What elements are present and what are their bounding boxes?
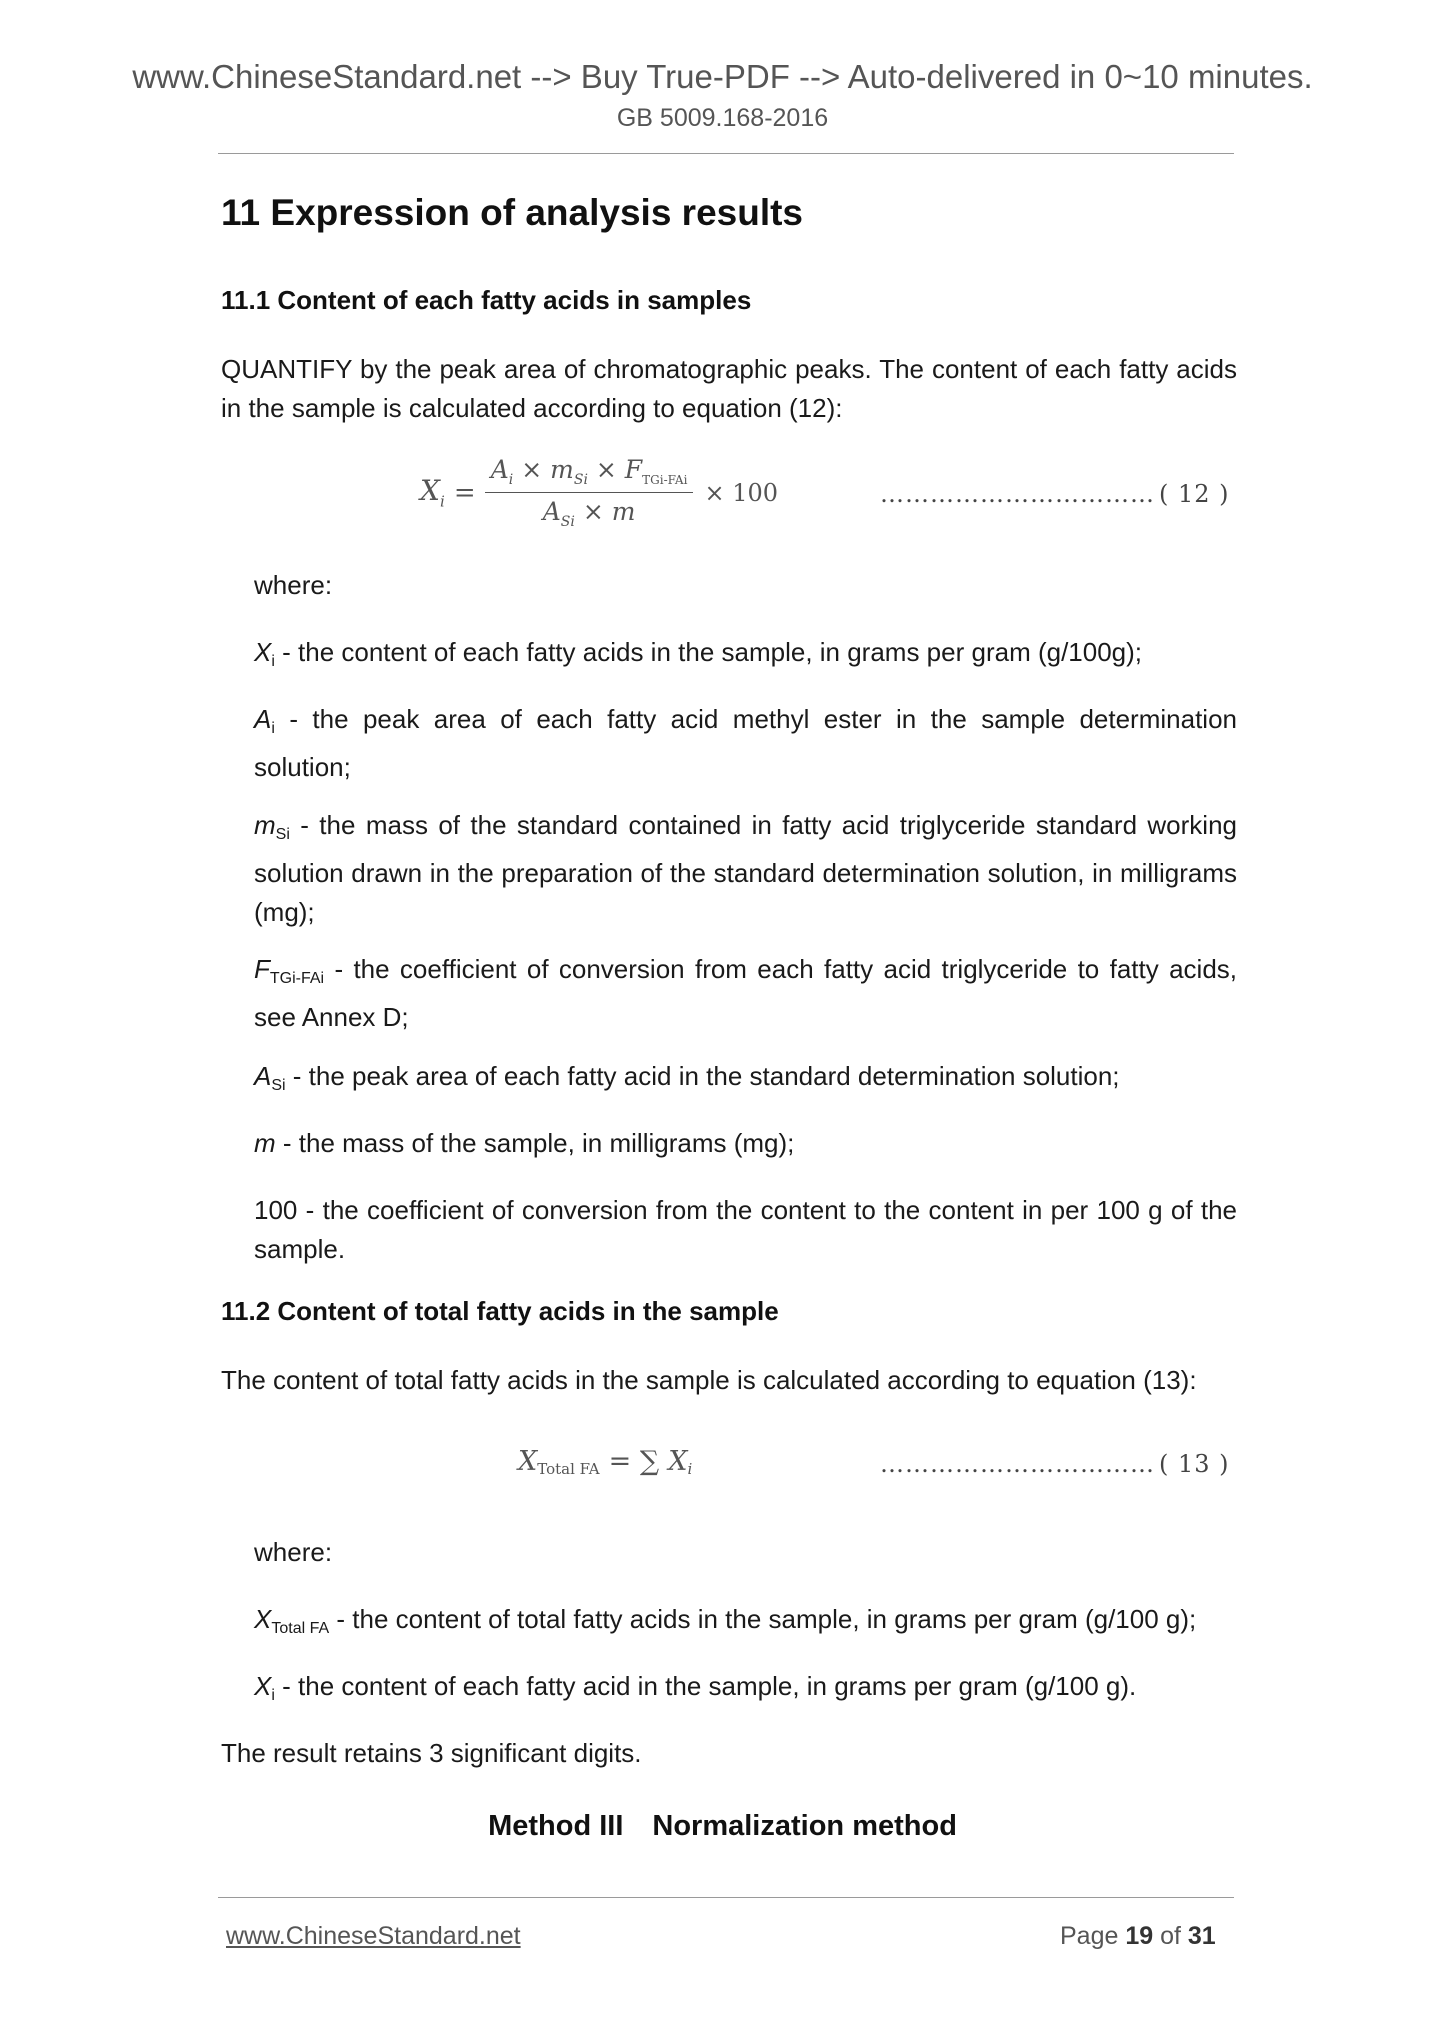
eq12-leader-dots: …………………………… ( 12 ) <box>880 480 1230 508</box>
result-note: The result retains 3 significant digits. <box>221 1738 642 1768</box>
definition-100: 100 - the coefficient of conversion from the content to the content in per 100 g of the sample. <box>254 1195 1237 1264</box>
paragraph-intro-11-1: QUANTIFY by the peak area of chromatographic peaks. The content of each fatty acids in the sample is calculated according to equation (12): <box>221 354 1237 423</box>
page-number: Page 19 of 31 <box>1060 1922 1216 1950</box>
equation-13: $X_{Total FA}$ = ∑ $X_i$ <box>518 1446 693 1479</box>
eq12-numerator: $A_i \times m_{Si} \times F_{TGi-FAi}$ <box>485 455 694 493</box>
where-label-11-2: where: <box>254 1537 333 1567</box>
definition-m: m - the mass of the sample, in milligrams (mg); <box>254 1128 795 1158</box>
method-heading: Method III Normalization method <box>488 1810 957 1842</box>
definition-ftgi-fai: $F_{TGi-FAi}$ - the coefficient of conversion from each fatty acid triglyceride to fatty acids, see Annex D; <box>254 954 1237 1032</box>
subsection-heading-11-2: 11.2 Content of total fatty acids in the sample <box>221 1296 779 1326</box>
eq13-leader-dots: …………………………… ( 13 ) <box>880 1450 1230 1478</box>
footer-website-link[interactable]: www.ChineseStandard.net <box>226 1922 521 1950</box>
definition-asi: $A_{Si}$ - the peak area of each fatty acid in the standard determination solution; <box>254 1061 1120 1094</box>
eq12-lhs: X <box>420 474 440 508</box>
paragraph-intro-11-2: The content of total fatty acids in the sample is calculated according to equation (13): <box>221 1365 1197 1395</box>
subsection-heading-11-1: 11.1 Content of each fatty acids in samples <box>221 285 752 315</box>
header-divider <box>218 153 1234 154</box>
definition-msi: $m_{Si}$ - the mass of the standard contained in fatty acid triglyceride standard working solution drawn in the preparation of the standard determination solution, in milligrams (mg); <box>254 810 1237 927</box>
definition-xi-2: $X_i$ - the content of each fatty acid in the sample, in grams per gram (g/100 g). <box>254 1671 1137 1704</box>
header-banner: www.ChineseStandard.net --> Buy True-PDF --> Auto-delivered in 0~10 minutes. <box>132 58 1313 95</box>
definition-xi: $X_i$ - the content of each fatty acids in the sample, in grams per gram (g/100g); <box>254 637 1143 670</box>
eq12-fraction <box>485 455 694 530</box>
equation-12: $X_i$ = $\frac{A_i \times m_{Si} \times F_{TGi-FAi}}{A_{Si} \times m}$ × 100 <box>420 455 779 530</box>
footer-divider <box>218 1897 1234 1898</box>
document-number: GB 5009.168-2016 <box>616 104 829 132</box>
eq12-lhs-sub: i <box>439 492 445 511</box>
definition-ai: $A_i$ - the peak area of each fatty acid methyl ester in the sample determination solution; <box>254 704 1237 782</box>
eq12-denominator: $A_{Si} \times m$ <box>542 497 636 530</box>
eq12-factor: × 100 <box>704 478 779 507</box>
section-title: 11 Expression of analysis results <box>221 192 804 233</box>
eq13-number: ( 13 ) <box>1159 1450 1230 1478</box>
definition-xtotalfa: $X_{Total FA}$ - the content of total fatty acids in the sample, in grams per gram (g/100 g); <box>254 1604 1197 1637</box>
eq12-number: ( 12 ) <box>1159 480 1230 508</box>
where-label-11-1: where: <box>254 570 333 600</box>
